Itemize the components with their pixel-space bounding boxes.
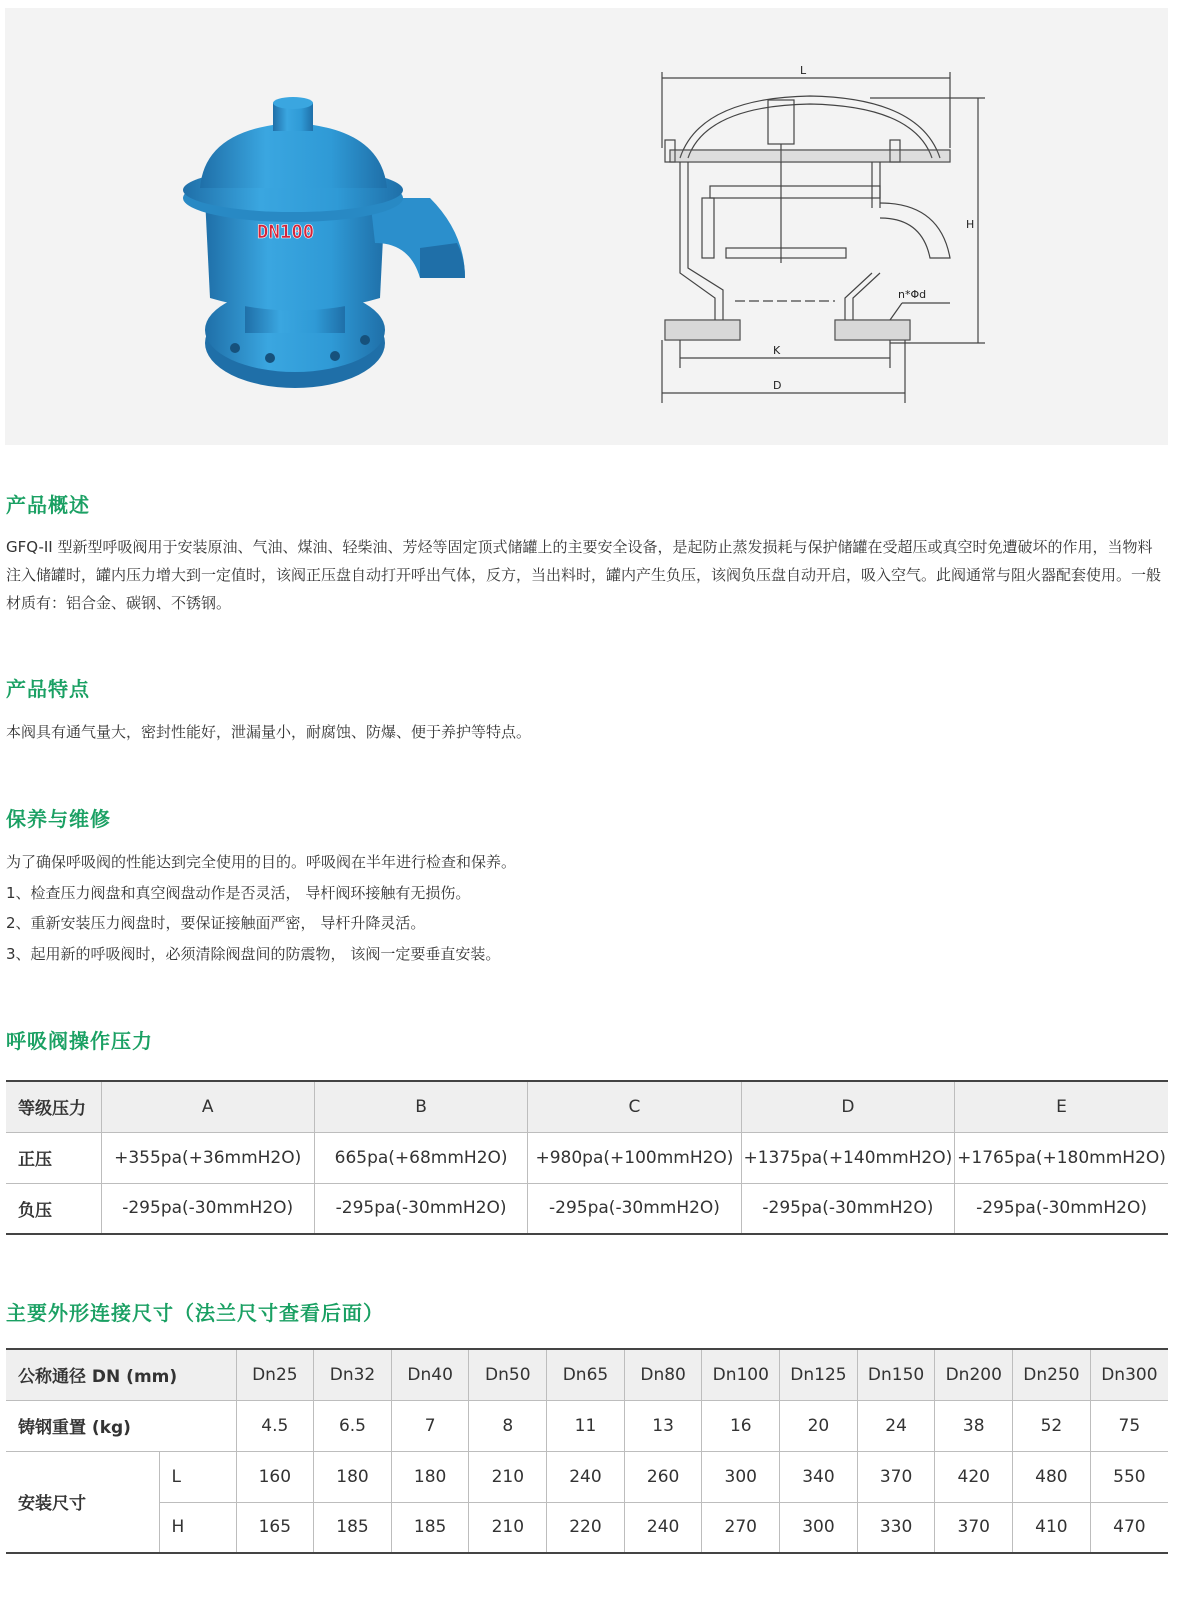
table-row [6,1183,1168,1234]
header-cell: B [314,1081,527,1132]
table-cell: -295pa(-30mmH2O) [955,1183,1168,1234]
row-sublabel: H [159,1502,236,1553]
table-row [6,1400,1168,1451]
table-row [6,1502,1168,1553]
maintenance-line: 2、重新安装压力阀盘时，要保证接触面严密， 导杆升降灵活。 [6,914,426,932]
drawing-label-bolt: n*Φd [898,288,927,301]
table-cell: 270 [702,1502,780,1553]
pressure-table [6,1080,1168,1235]
header-cell: Dn25 [236,1349,314,1400]
header-cell: Dn65 [547,1349,625,1400]
table-cell: 165 [236,1502,314,1553]
drawing-label-K: K [773,344,781,357]
table-cell: 6.5 [314,1400,392,1451]
header-cell: Dn50 [469,1349,547,1400]
header-cell: Dn150 [857,1349,935,1400]
header-cell: Dn32 [314,1349,392,1400]
drawing-label-D: D [773,379,782,392]
table-cell: -295pa(-30mmH2O) [741,1183,954,1234]
table-cell: 410 [1013,1502,1091,1553]
row-label: 铸钢重置 (kg) [6,1400,236,1451]
table-row [6,1132,1168,1183]
table-cell: +980pa(+100mmH2O) [528,1132,741,1183]
valve-photo [165,58,465,438]
table-cell: 550 [1090,1451,1168,1502]
table-cell: 300 [780,1502,858,1553]
table-cell: 52 [1013,1400,1091,1451]
table-cell: -295pa(-30mmH2O) [314,1183,527,1234]
table-cell: 180 [391,1451,469,1502]
table-cell: 260 [624,1451,702,1502]
table-cell: 4.5 [236,1400,314,1451]
row-label: 安装尺寸 [6,1451,159,1553]
table-cell: 16 [702,1400,780,1451]
table-cell: 7 [391,1400,469,1451]
header-cell: 等级压力 [6,1081,101,1132]
header-cell: 公称通径 DN (mm) [6,1349,236,1400]
maintenance-title: 保养与维修 [6,807,111,831]
hero-panel [5,8,1168,445]
table-cell: -295pa(-30mmH2O) [101,1183,314,1234]
table-cell: 470 [1090,1502,1168,1553]
table-cell: 480 [1013,1451,1091,1502]
maintenance-line: 1、检查压力阀盘和真空阀盘动作是否灵活， 导杆阀环接触有无损伤。 [6,884,471,902]
valve-drawing [640,58,1000,418]
table-cell: 11 [547,1400,625,1451]
maintenance-line: 为了确保呼吸阀的性能达到完全使用的目的。呼吸阀在半年进行检查和保养。 [6,853,517,871]
table-cell: +355pa(+36mmH2O) [101,1132,314,1183]
overview-text: GFQ-II 型新型呼吸阀用于安装原油、气油、煤油、轻柴油、芳烃等固定顶式储罐上的主要安全设备，是起防止蒸发损耗与保护储罐在受超压或真空时免遭破坏的作用，当物料注入储罐时，罐内压力增大到一定值时，该阀正压盘自动打开呼出气体，反方，当出料时，罐内产生负压，该阀负压盘自动开启，吸入空气。此阀通常与阻火器配套使用。一般材质有：铝合金、碳钢、不锈钢。 [6,538,1162,612]
pressure-title: 呼吸阀操作压力 [6,1029,153,1053]
maintenance-line: 3、起用新的呼吸阀时，必须清除阀盘间的防震物， 该阀一定要垂直安装。 [6,945,501,963]
header-cell: Dn80 [624,1349,702,1400]
header-cell: A [101,1081,314,1132]
table-cell: 340 [780,1451,858,1502]
table-cell: 330 [857,1502,935,1553]
header-cell: E [955,1081,1168,1132]
header-cell: Dn40 [391,1349,469,1400]
header-cell: Dn300 [1090,1349,1168,1400]
header-cell: D [741,1081,954,1132]
table-cell: 13 [624,1400,702,1451]
header-cell: Dn250 [1013,1349,1091,1400]
table-row [6,1451,1168,1502]
table-cell: +1765pa(+180mmH2O) [955,1132,1168,1183]
table-cell: +1375pa(+140mmH2O) [741,1132,954,1183]
table-cell: 8 [469,1400,547,1451]
table-header-row [6,1081,1168,1132]
row-sublabel: L [159,1451,236,1502]
drawing-label-H: H [966,218,975,231]
drawing-label-L: L [800,64,807,77]
table-cell: 240 [547,1451,625,1502]
row-label: 正压 [6,1132,101,1183]
table-cell: 665pa(+68mmH2O) [314,1132,527,1183]
table-cell: 240 [624,1502,702,1553]
table-cell: 420 [935,1451,1013,1502]
table-cell: 185 [314,1502,392,1553]
table-cell: 38 [935,1400,1013,1451]
valve-size-label: DN100 [257,221,315,243]
table-cell: 210 [469,1502,547,1553]
header-cell: Dn200 [935,1349,1013,1400]
overview-title: 产品概述 [6,493,90,517]
table-header-row [6,1349,1168,1400]
table-cell: 24 [857,1400,935,1451]
table-cell: 185 [391,1502,469,1553]
row-label: 负压 [6,1183,101,1234]
dimensions-title: 主要外形连接尺寸（法兰尺寸查看后面） [6,1301,384,1325]
table-cell: 20 [780,1400,858,1451]
table-cell: 180 [314,1451,392,1502]
table-cell: -295pa(-30mmH2O) [528,1183,741,1234]
header-cell: C [528,1081,741,1132]
dimensions-table [6,1348,1168,1554]
table-cell: 160 [236,1451,314,1502]
table-cell: 220 [547,1502,625,1553]
table-cell: 75 [1090,1400,1168,1451]
header-cell: Dn100 [702,1349,780,1400]
header-cell: Dn125 [780,1349,858,1400]
features-text: 本阀具有通气量大，密封性能好，泄漏量小，耐腐蚀、防爆、便于养护等特点。 [6,723,532,741]
features-title: 产品特点 [6,677,90,701]
table-cell: 300 [702,1451,780,1502]
table-cell: 210 [469,1451,547,1502]
table-cell: 370 [935,1502,1013,1553]
table-cell: 370 [857,1451,935,1502]
